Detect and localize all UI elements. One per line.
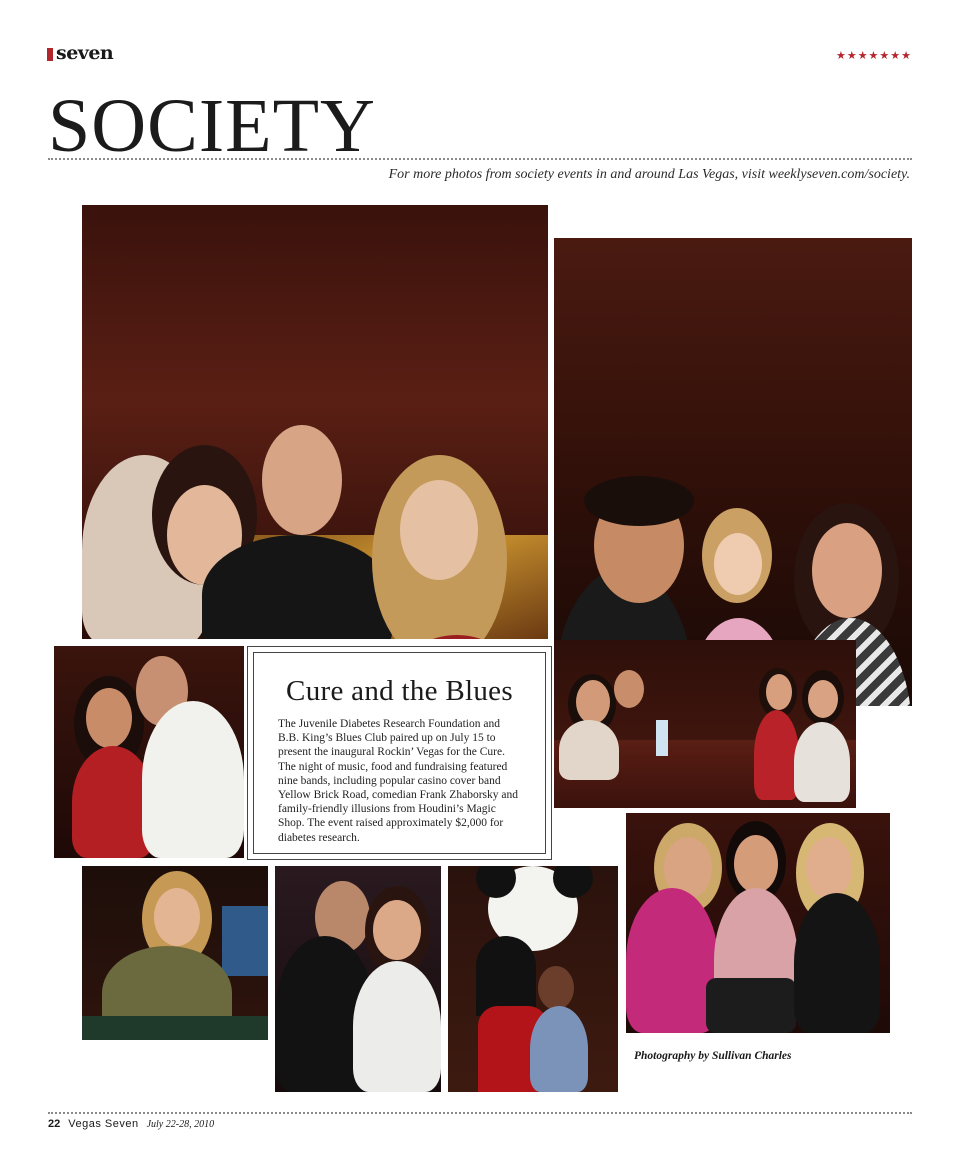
top-divider [48, 158, 912, 160]
photo-couple-black-white [275, 866, 441, 1092]
photo-women-at-table [554, 640, 856, 808]
section-title: SOCIETY [48, 84, 376, 168]
section-tagline: For more photos from society events in and around Las Vegas, visit weeklyseven.com/society. [388, 167, 910, 182]
story-box [247, 646, 552, 860]
page-number: 22 [48, 1118, 61, 1130]
issue-date: July 22-28, 2010 [146, 1119, 215, 1130]
photo-family-with-drinks [554, 238, 912, 706]
photo-trio-at-bar [82, 205, 548, 639]
story-headline: Cure and the Blues [286, 675, 513, 707]
bottom-divider [48, 1112, 912, 1114]
photo-couple-red-dress [54, 646, 244, 858]
photo-mascot-with-child [448, 866, 618, 1092]
masthead-logo [47, 42, 113, 64]
photo-woman-green-dress [82, 866, 268, 1040]
story-body: The Juvenile Diabetes Research Foundation and B.B. King’s Blues Club paired up on July 15 to present the inaugural Rockin’ Vegas for the Cure. The night of music, food and fundraising featured nine bands, including popular casino cover band Yellow Brick Road, comedian Frank Zhaborsky and family-friendly illusions from Houdini’s Magic Shop. The event raised approximately $2,000 for diabetes research. [278, 718, 518, 844]
photo-credit: Photography by Sullivan Charles [634, 1050, 792, 1062]
magazine-name: Vegas Seven [68, 1118, 139, 1130]
masthead-stars: ★★★★★★★ [835, 49, 912, 62]
page-folio [48, 1118, 214, 1130]
logo-red-bar [47, 48, 53, 61]
logo-text: seven [56, 42, 114, 64]
photo-three-women [626, 813, 890, 1033]
